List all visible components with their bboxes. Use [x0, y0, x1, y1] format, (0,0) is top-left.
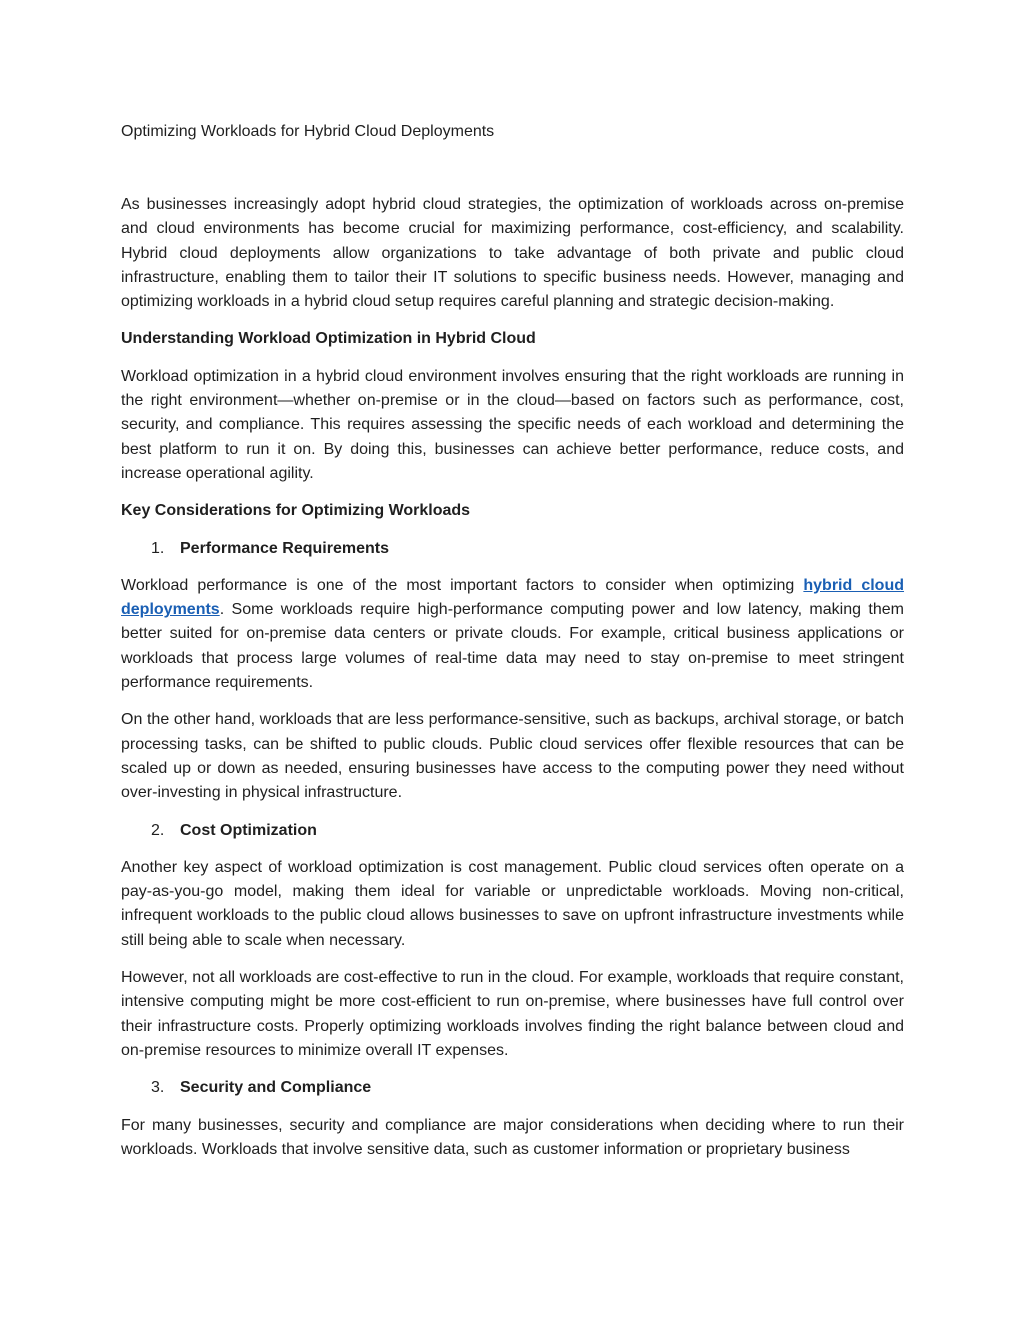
list-heading-label: Cost Optimization	[180, 821, 317, 839]
list-number: 2.	[151, 821, 165, 839]
list-item-performance	[121, 537, 904, 561]
understanding-paragraph: Workload optimization in a hybrid cloud environment involves ensuring that the right workloads are running in the right environment—whether on-premise or in the cloud—based on factors such as performance, cost, security, and compliance. This requires assessing the specific needs of each workload and determining the best platform to run it on. By doing this, businesses can achieve better performance, reduce costs, and increase operational agility.	[121, 367, 904, 482]
text-span: . Some workloads require high-performance computing power and low latency, making them better suited for on-premise data centers or private clouds. For example, critical business applications or workloads that process large volumes of real-time data may need to stay on-premise to meet stringent performance requirements.	[121, 601, 904, 692]
list-heading-label: Performance Requirements	[180, 539, 389, 557]
list-number: 1.	[151, 539, 165, 557]
list-item-security	[121, 1076, 904, 1100]
section-heading-understanding: Understanding Workload Optimization in Hybrid Cloud	[121, 330, 536, 348]
list-item-cost	[121, 819, 904, 843]
performance-paragraph-2: On the other hand, workloads that are less performance-sensitive, such as backups, archival storage, or batch processing tasks, can be shifted to public clouds. Public cloud services offer flexible resources that can be scaled up or down as needed, ensuring businesses have access to the computing power they need without over-investing in physical infrastructure.	[121, 711, 904, 802]
intro-paragraph: As businesses increasingly adopt hybrid cloud strategies, the optimization of workloads across on-premise and cloud environments has become crucial for maximizing performance, cost-efficiency, and scalability. Hybrid cloud deployments allow organizations to take advantage of both private and public cloud infrastructure, enabling them to tailor their IT solutions to specific business needs. However, managing and optimizing workloads in a hybrid cloud setup requires careful planning and strategic decision-making.	[121, 196, 904, 311]
document-title: Optimizing Workloads for Hybrid Cloud Deployments	[121, 123, 495, 140]
list-number: 3.	[151, 1079, 165, 1097]
performance-paragraph-1	[121, 574, 904, 695]
list-heading-label: Security and Compliance	[180, 1079, 372, 1097]
security-paragraph-1: For many businesses, security and compliance are major considerations when deciding where to run their workloads. Workloads that involve sensitive data, such as customer information or proprietary business	[121, 1116, 904, 1158]
section-heading-key-considerations: Key Considerations for Optimizing Workloads	[121, 502, 471, 520]
text-span: Workload performance is one of the most important factors to consider when optimizing	[121, 576, 804, 594]
document-page	[121, 120, 904, 1175]
cost-paragraph-2: However, not all workloads are cost-effective to run in the cloud. For example, workloads that require constant, intensive computing might be more cost-efficient to run on-premise, where businesses have full control over their infrastructure costs. Properly optimizing workloads involves finding the right balance between cloud and on-premise resources to minimize overall IT expenses.	[121, 969, 904, 1059]
hybrid-cloud-deployments-link[interactable]: hybrid cloud deployments	[121, 576, 905, 619]
cost-paragraph-1: Another key aspect of workload optimization is cost management. Public cloud services often operate on a pay-as-you-go model, making them ideal for variable or unpredictable workloads. Moving non-critical, infrequent workloads to the public cloud allows businesses to save on upfront infrastructure investments while still being able to scale when necessary.	[121, 858, 904, 949]
